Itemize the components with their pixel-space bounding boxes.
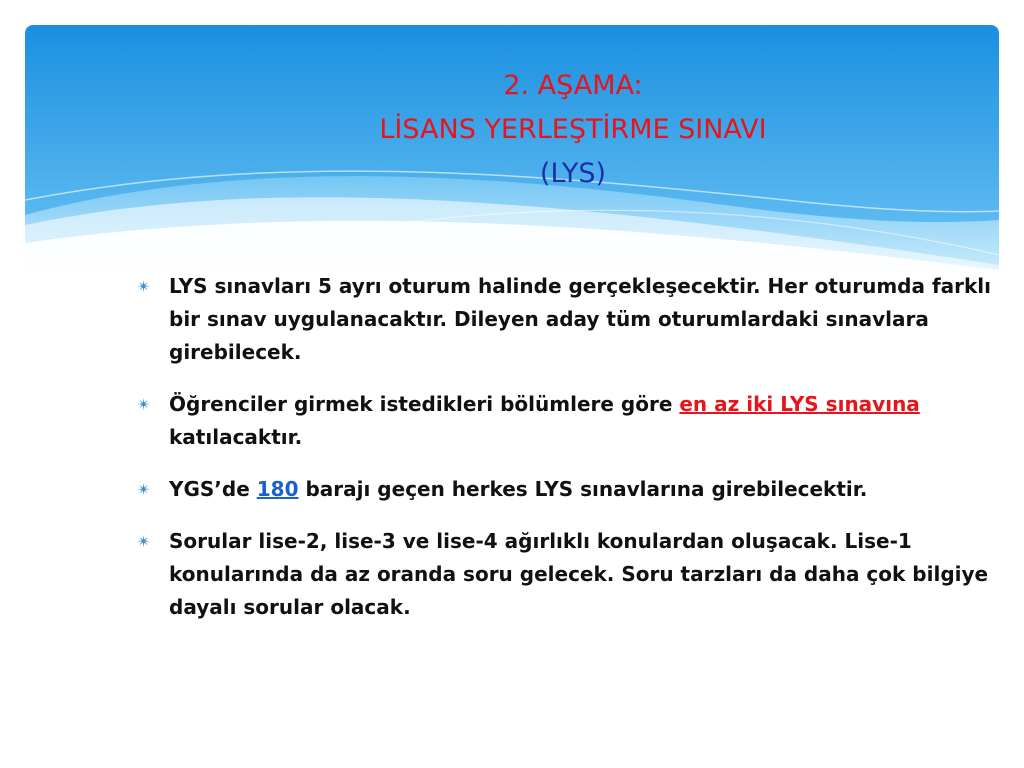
- bullet-text: katılacaktır.: [169, 425, 303, 449]
- page-title: [25, 64, 1024, 196]
- bullet-list: [133, 270, 993, 643]
- star-bullet-icon: ✴: [137, 480, 151, 499]
- title-stage: 2. AŞAMA:: [503, 70, 643, 101]
- bullet-item: [133, 525, 993, 624]
- star-bullet-icon: ✴: [137, 277, 151, 296]
- bullet-text: barajı geçen herkes LYS sınavlarına girebilecektir.: [298, 477, 868, 501]
- bullet-text: LYS sınavları 5 ayrı oturum halinde gerçekleşecektir. Her oturumda farklı bir sınav uygulanacaktır. Dileyen aday tüm oturumlardaki sınavlara girebilecek.: [169, 274, 992, 364]
- highlight-link[interactable]: en az iki LYS sınavına: [679, 392, 920, 416]
- bullet-item: [133, 270, 993, 369]
- title-exam-name: LİSANS YERLEŞTİRME SINAVI: [379, 114, 767, 145]
- bullet-text: Öğrenciler girmek istedikleri bölümlere göre: [169, 392, 680, 416]
- bullet-item: [133, 388, 993, 454]
- star-bullet-icon: ✴: [137, 395, 151, 414]
- bullet-text: YGS’de: [169, 477, 257, 501]
- title-abbreviation: (LYS): [539, 158, 607, 189]
- bullet-text: Sorular lise-2, lise-3 ve lise-4 ağırlıklı konulardan oluşacak. Lise-1 konularında da az oranda soru gelecek. Soru tarzları da daha çok bilgiye dayalı sorular olacak.: [169, 529, 989, 619]
- highlight-link[interactable]: 180: [256, 477, 299, 501]
- star-bullet-icon: ✴: [137, 532, 151, 551]
- bullet-item: [133, 473, 993, 506]
